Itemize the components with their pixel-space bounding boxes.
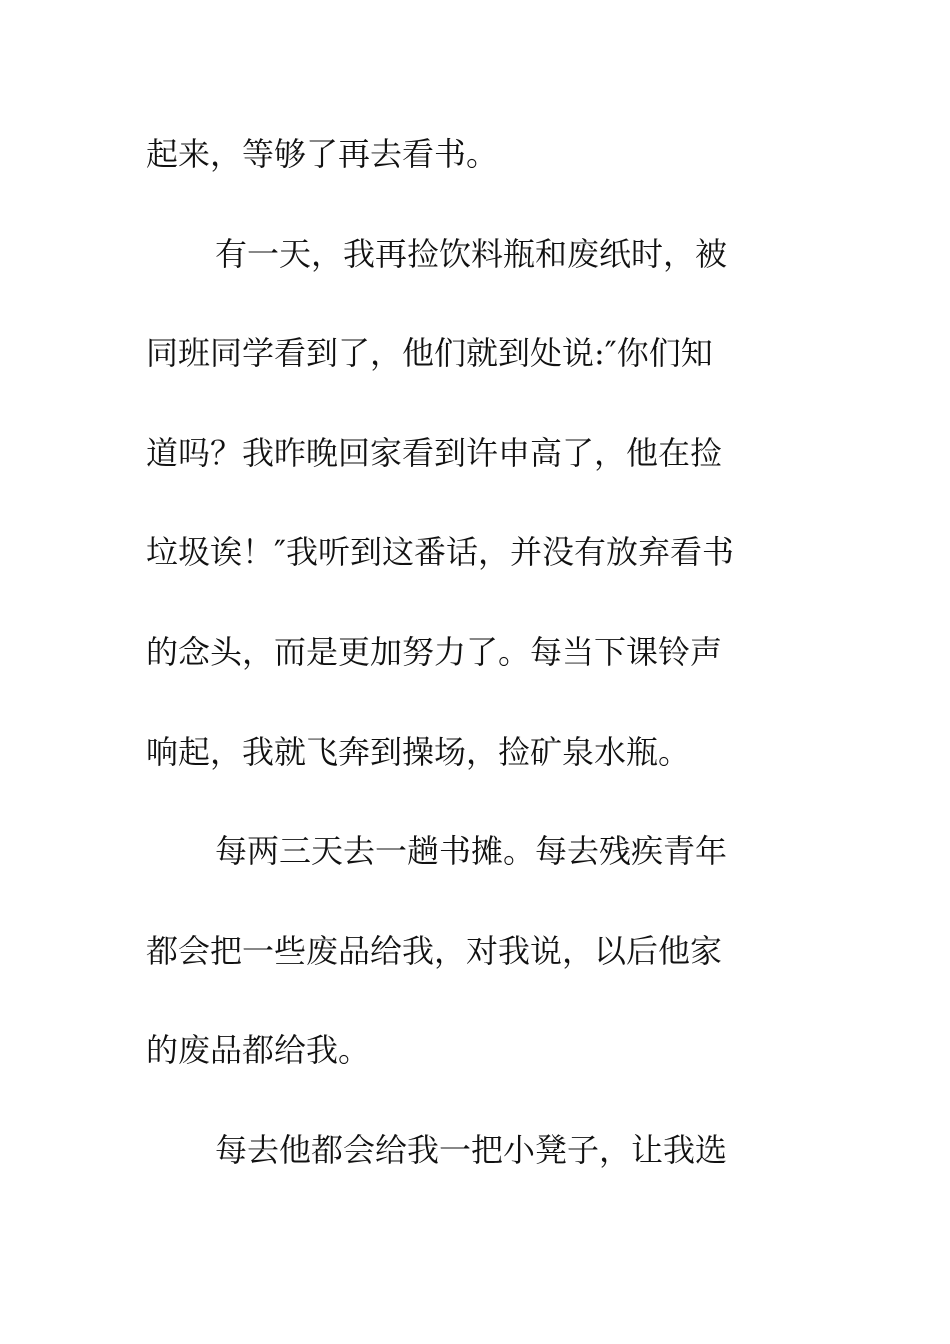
text-line: 每两三天去一趟书摊。每去残疾青年 xyxy=(215,832,728,871)
text-line: 每去他都会给我一把小凳子，让我选 xyxy=(215,1130,728,1169)
text-line: 同班同学看到了，他们就到处说:″你们知 xyxy=(146,334,713,373)
text-line: 垃圾诶！″我听到这番话，并没有放弃看书 xyxy=(146,533,734,572)
text-line: 有一天，我再捡饮料瓶和废纸时，被 xyxy=(215,234,728,273)
text-line: 起来，等够了再去看书。 xyxy=(146,135,499,173)
text-line: 的废品都给我。 xyxy=(146,1031,371,1070)
body-text xyxy=(146,122,806,1218)
text-line: 都会把一些废品给我，对我说，以后他家 xyxy=(146,931,723,970)
text-line: 的念头，而是更加努力了。每当下课铃声 xyxy=(146,632,723,671)
text-line: 响起，我就飞奔到操场，捡矿泉水瓶。 xyxy=(146,732,691,771)
text-line: 道吗？我昨晚回家看到许申高了，他在捡 xyxy=(146,433,723,472)
